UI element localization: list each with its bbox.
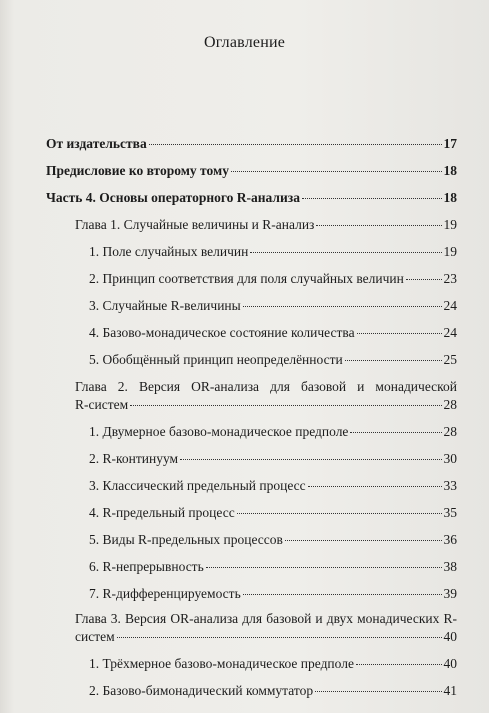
- toc-entry-label: 1. Трёхмерное базово-монадическое предполе: [89, 656, 354, 671]
- toc-entry-label: Часть 4. Основы операторного R-анализа: [46, 190, 300, 205]
- toc-entry-label: Предисловие ко второму тому: [46, 163, 229, 178]
- toc-entry-label: 3. Случайные R-величины: [89, 298, 241, 313]
- toc-entry-label: 2. R-континуум: [89, 451, 179, 466]
- toc-entry-label: 4. Базово-монадическое состояние количества: [89, 325, 355, 340]
- dot-leader: [357, 333, 442, 334]
- toc-entry-label: Глава 1. Случайные величины и R-анализ: [75, 217, 315, 232]
- toc-entry-page: 38: [443, 559, 457, 574]
- dot-leader: [308, 486, 442, 487]
- dot-leader: [285, 540, 442, 541]
- dot-leader: [117, 637, 442, 638]
- toc-entry-label: 1. Поле случайных величин: [89, 244, 249, 259]
- dot-leader: [406, 279, 442, 280]
- toc-entry-chapter-1[interactable]: [75, 217, 457, 233]
- toc-entry-label: 2. Базово-бимонадический коммутатор: [89, 683, 314, 698]
- toc-entry-page: 18: [443, 163, 457, 178]
- toc-entry-section[interactable]: [89, 532, 457, 548]
- dot-leader: [345, 360, 442, 361]
- toc-entry-preface[interactable]: [46, 163, 457, 179]
- dot-leader: [350, 432, 441, 433]
- toc-entry-section[interactable]: [89, 683, 457, 699]
- toc-entry-section[interactable]: [89, 325, 457, 341]
- toc-entry-page: 33: [443, 478, 457, 493]
- toc-entry-page: 25: [443, 352, 457, 367]
- toc-entry-section[interactable]: [89, 244, 457, 260]
- toc-entry-page: 18: [443, 190, 457, 205]
- toc-entry-chapter-2[interactable]: [75, 397, 457, 413]
- toc-entry-page: 19: [443, 244, 457, 259]
- dot-leader: [243, 306, 442, 307]
- toc-entry-page: 35: [443, 505, 457, 520]
- toc-entry-label: систем: [75, 629, 115, 644]
- toc-entry-chapter-3[interactable]: [75, 629, 457, 645]
- page-title: Оглавление: [203, 34, 286, 51]
- toc-entry-page: 40: [443, 656, 457, 671]
- toc-entry-page: 36: [443, 532, 457, 547]
- toc-entry-page: 23: [443, 271, 457, 286]
- toc-entry-label: 4. R-предельный процесс: [89, 505, 235, 520]
- toc-entry-page: 28: [443, 424, 457, 439]
- toc-entry-section[interactable]: [89, 586, 457, 602]
- toc-entry-section[interactable]: [89, 271, 457, 287]
- toc-entry-part-4[interactable]: [46, 190, 457, 206]
- dot-leader: [356, 664, 442, 665]
- toc-entry-page: 30: [443, 451, 457, 466]
- dot-leader: [206, 567, 442, 568]
- toc-entry-page: 39: [443, 586, 457, 601]
- dot-leader: [302, 198, 442, 199]
- toc-entry-section[interactable]: [89, 478, 457, 494]
- toc-entry-page: 24: [443, 325, 457, 340]
- toc-entry-section[interactable]: [89, 352, 457, 368]
- toc-entry-label: 3. Классический предельный процесс: [89, 478, 306, 493]
- dot-leader: [231, 171, 442, 172]
- toc-entry-label: 2. Принцип соответствия для поля случайных величин: [89, 271, 404, 286]
- dot-leader: [250, 252, 441, 253]
- toc-entry-section[interactable]: [89, 559, 457, 575]
- toc-entry-page: 40: [443, 629, 457, 644]
- toc-entry-label: 5. Виды R-предельных процессов: [89, 532, 283, 547]
- toc-entry-page: 19: [443, 217, 457, 232]
- toc-entry-label: 5. Обобщённый принцип неопределённости: [89, 352, 343, 367]
- toc-entry-page: 41: [443, 683, 457, 698]
- toc-entry-section[interactable]: [89, 298, 457, 314]
- toc-entry-label: 7. R-дифференцируемость: [89, 586, 241, 601]
- toc-entry-page: 17: [443, 136, 457, 151]
- dot-leader: [180, 459, 441, 460]
- dot-leader: [149, 144, 442, 145]
- toc-entry-section[interactable]: [89, 505, 457, 521]
- toc-entry-page: 24: [443, 298, 457, 313]
- dot-leader: [243, 594, 442, 595]
- toc-entry-section[interactable]: [89, 451, 457, 467]
- dot-leader: [130, 405, 441, 406]
- toc-entry-publisher[interactable]: [46, 136, 457, 152]
- toc-entry-section[interactable]: [89, 424, 457, 440]
- toc-entry-chapter-3-line1[interactable]: Глава 3. Версия OR-анализа для базовой и двух монадических R-: [75, 611, 457, 626]
- toc-entry-label: 1. Двумерное базово-монадическое предполе: [89, 424, 349, 439]
- dot-leader: [316, 225, 441, 226]
- toc-entry-label: 6. R-непрерывность: [89, 559, 204, 574]
- toc-entry-section[interactable]: [89, 656, 457, 672]
- toc-entry-page: 28: [443, 397, 457, 412]
- toc-entry-chapter-2-line1[interactable]: Глава 2. Версия OR-анализа для базовой и монадической: [75, 379, 457, 394]
- toc-entry-label: R-систем: [75, 397, 129, 412]
- dot-leader: [237, 513, 442, 514]
- toc-entry-label: От издательства: [46, 136, 147, 151]
- dot-leader: [315, 691, 441, 692]
